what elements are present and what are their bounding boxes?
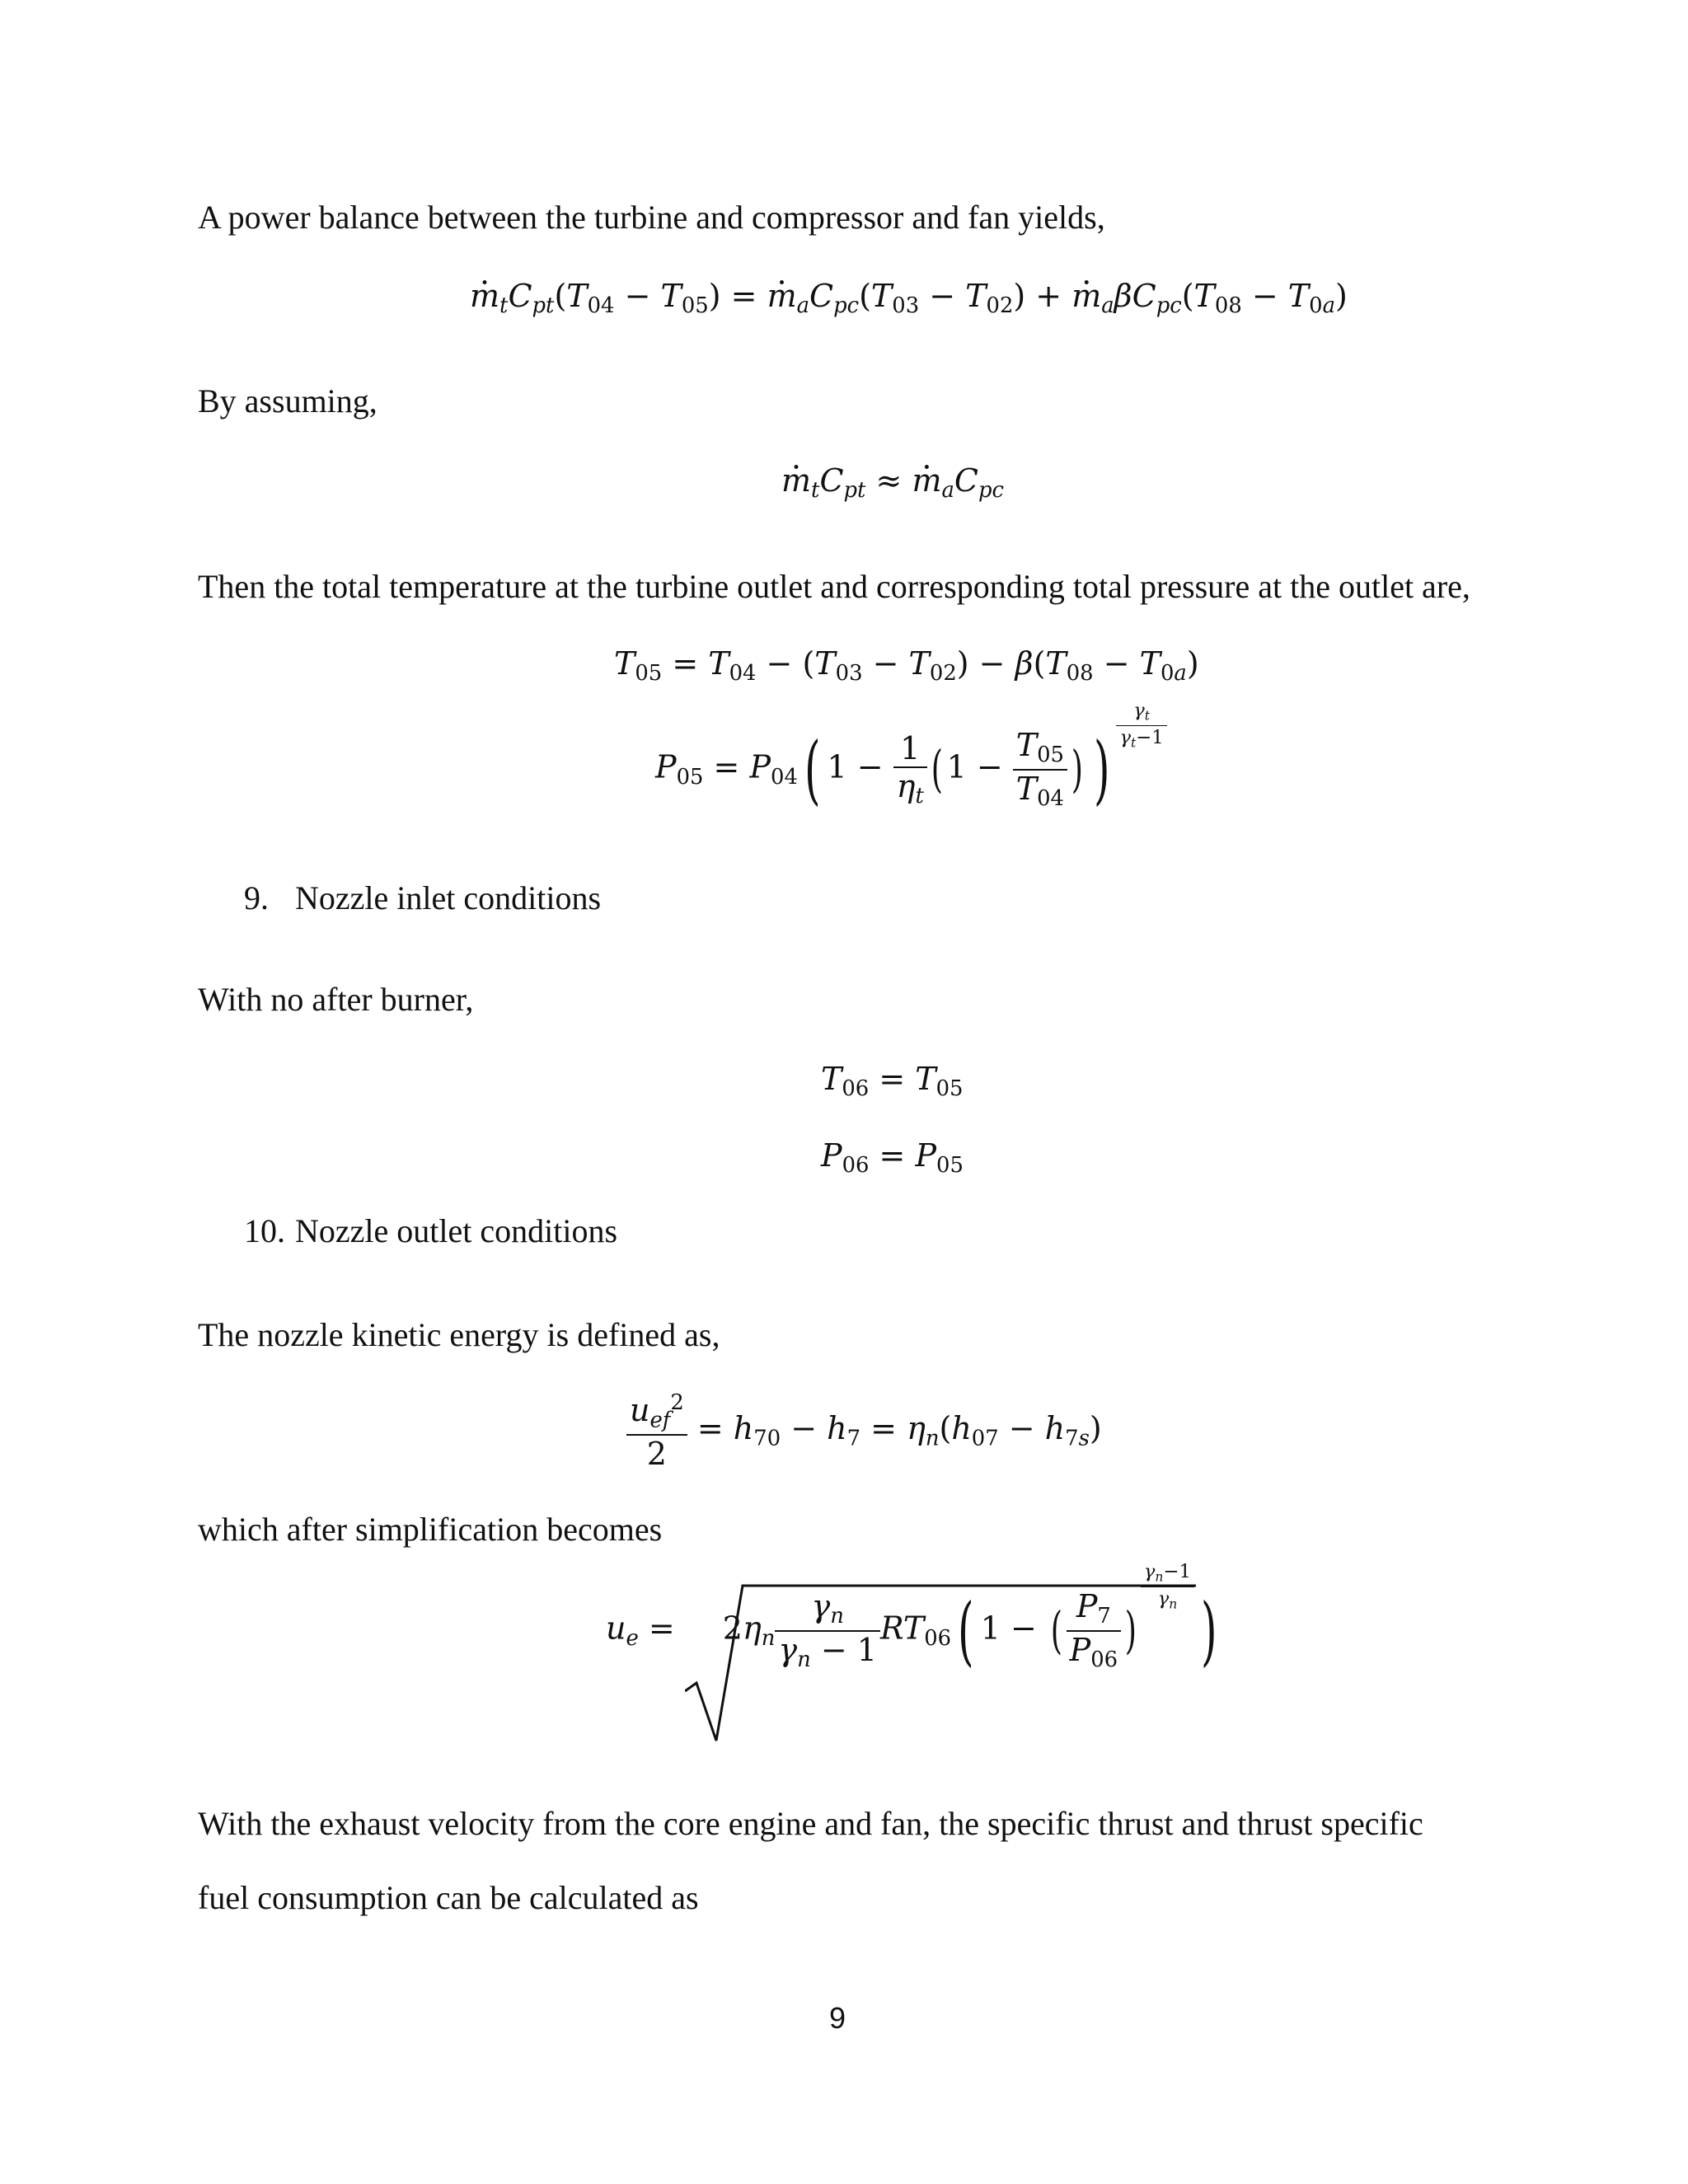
paragraph-fuel-consumption: fuel consumption can be calculated as [198,1879,699,1916]
equation-p06: $P_{06} = P_{05}$ [821,1137,964,1179]
heading-nozzle-inlet: Nozzle inlet conditions [295,879,602,916]
paragraph-exhaust-velocity: With the exhaust velocity from the core engine and fan, the specific thrust and thrust specific [198,1805,1423,1842]
equation-kinetic-energy: $\frac{u_{ef}^2}{2}$ = $h_{70} - h_7 = \eta_n(h_{07} - h_{7s})$ [626,1393,1102,1469]
paragraph-no-afterburner: With no after burner, [198,981,474,1018]
equation-exhaust-velocity: $u_e$ = $2\eta_n$ $\frac{\gamma_n}{\gamma_n - 1}$ $RT_{06}$( 1 − ( $\frac{P_7}{P_{06}}$ ) $\frac{\gamma_n-1}{\gamma_n}$ ) [606,1591,1224,1671]
equation-p05: $P_{05} = P_{04}$( 1 − $\frac{1}{\eta_t}$ ( 1 − $\frac{T_{05}}{T_{04}}$ ) ) $\frac{\gamma_t}{\gamma_t-1}$ [655,729,1167,810]
paragraph-kinetic-energy: The nozzle kinetic energy is defined as, [198,1316,720,1353]
heading-number-9: 9. [244,879,269,916]
equation-assumption: $m \cdot_tC_{pt} \approx m \cdot_aC_{pc}$ [781,465,1004,502]
radical-sign-icon [685,1584,1196,1749]
paragraph-by-assuming: By assuming, [198,382,377,419]
equation-t06: $T_{06} = T_{05}$ [821,1061,964,1102]
heading-number-10: 10. [244,1212,285,1249]
heading-nozzle-outlet: Nozzle outlet conditions [295,1212,618,1249]
paragraph-power-balance: A power balance between the turbine and compressor and fan yields, [198,199,1105,236]
page-number: 9 [829,2001,846,2035]
paragraph-turbine-outlet: Then the total temperature at the turbine outlet and corresponding total pressure at the outlet are, [198,568,1470,605]
equation-power-balance: $m \cdot_tC_{pt}(T_{04} - T_{05}) = m \cdot_aC_{pc}(T_{03} - T_{02}) + m \cdot_a\beta C_{pc}(T_{08} - T_{0a})$ [470,280,1348,317]
paragraph-simplification: which after simplification becomes [198,1511,663,1548]
equation-t05: $T_{05} = T_{04} - (T_{03} - T_{02}) - \beta(T_{08} - T_{0a})$ [614,645,1199,687]
